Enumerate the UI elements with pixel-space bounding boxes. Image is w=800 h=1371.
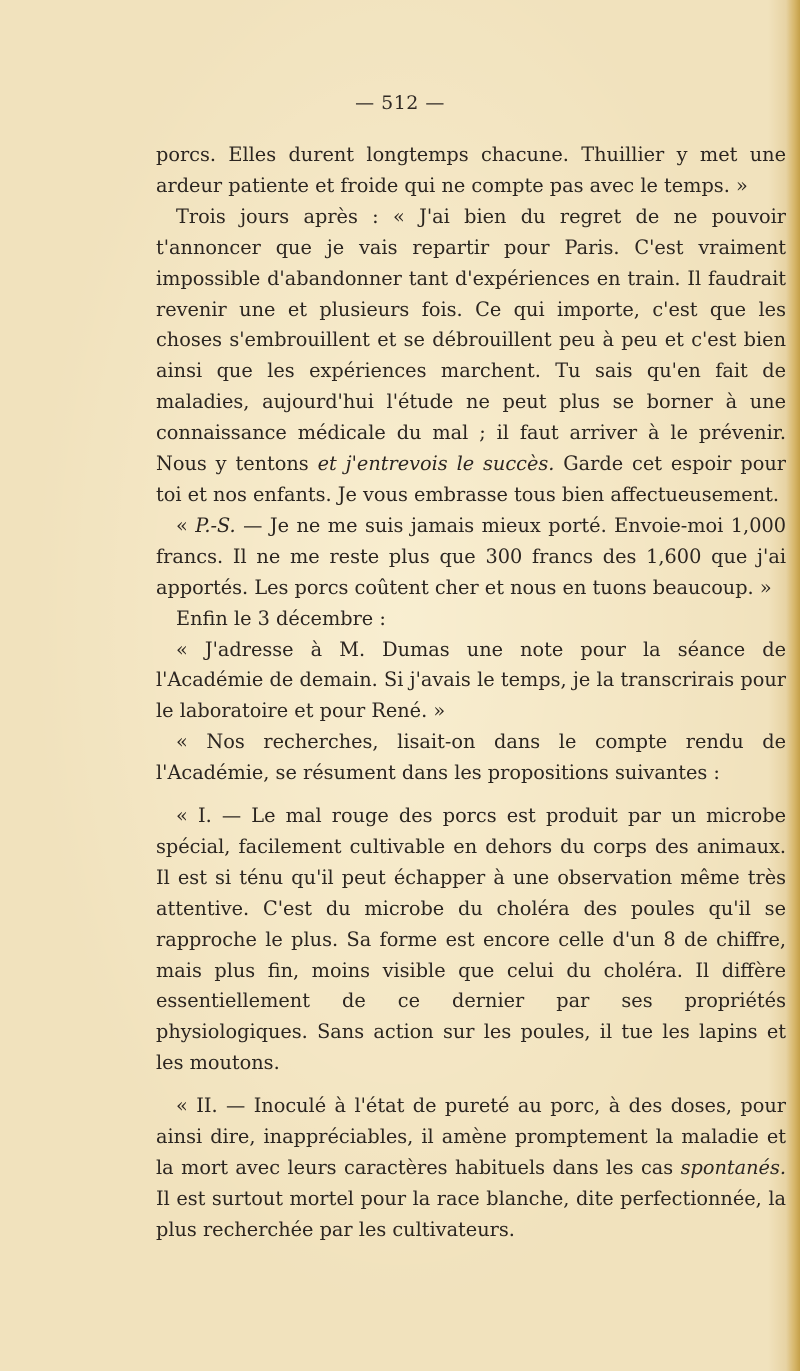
paragraph-3-italic: P.-S. bbox=[195, 513, 236, 537]
paragraph-8 bbox=[156, 1091, 786, 1246]
paragraph-8-text: « II. — Inoculé à l'état de pureté au porc, à des doses, pour ainsi dire, inappréciables, il amène promptement la maladie et la mort avec leurs caractères habituels dans les cas bbox=[156, 1094, 786, 1179]
page-number: — 512 — bbox=[355, 92, 445, 114]
page-edge-shading bbox=[786, 0, 800, 1371]
paragraph-3-open: « bbox=[176, 513, 196, 537]
paragraph-3 bbox=[156, 511, 786, 604]
paragraph-2 bbox=[156, 202, 786, 511]
paragraph-2-italic: et j'entrevois le succès. bbox=[317, 452, 555, 476]
paragraph-2-text-end: Garde cet espoir pour toi et nos enfants. Je vous embrasse tous bien affectueusement. bbox=[156, 452, 786, 506]
paragraph-8-italic: spontanés. bbox=[680, 1156, 786, 1179]
paragraph-4: Enfin le 3 décembre : bbox=[176, 606, 386, 630]
paragraph-1: porcs. Elles durent longtemps chacune. Thuillier y met une ardeur patiente et froide qui ne compte pas avec le temps. » bbox=[156, 143, 786, 197]
paragraph-6: « Nos recherches, lisait-on dans le compte rendu de l'Académie, se résument dans les propositions suivantes : bbox=[156, 730, 786, 785]
paragraph-3-text: — Je ne me suis jamais mieux porté. Envoie-moi 1,000 francs. Il ne me reste plus que 300 francs des 1,600 que j'ai apportés. Les porcs coûtent cher et nous en tuons beaucoup. » bbox=[156, 513, 786, 599]
paragraph-2-text: Trois jours après : « J'ai bien du regret de ne pouvoir t'annoncer que je vais repartir pour Paris. C'est vraiment impossible d'abandonner tant d'expériences en train. Il faudrait revenir une et plusieurs fois. Ce qui importe, c'est que les choses s'embrouillent et se débrouillent peu à peu et c'est bien ainsi que les expériences marchent. Tu sais qu'en fait de maladies, aujourd'hui l'étude ne peut plus se borner à une connaissance médicale du mal ; il faut arriver à le prévenir. Nous y tentons bbox=[156, 204, 786, 476]
body-text bbox=[156, 140, 786, 1246]
paragraph-5: « J'adresse à M. Dumas une note pour la séance de l'Académie de demain. Si j'avais le temps, je la transcrirais pour le laboratoire et pour René. » bbox=[156, 637, 786, 723]
paragraph-8-text-end: Il est surtout mortel pour la race blanche, dite perfectionnée, la plus recherchée par les cultivateurs. bbox=[156, 1186, 786, 1241]
paragraph-7: « I. — Le mal rouge des porcs est produit par un microbe spécial, facilement cultivable en dehors du corps des animaux. Il est si ténu qu'il peut échapper à une observation même très attentive. C'est du microbe du choléra des poules qu'il se rapproche le plus. Sa forme est encore celle d'un 8 de chiffre, mais plus fin, moins visible que celui du choléra. Il diffère essentiellement de ce dernier par ses propriétés physiologiques. Sans action sur les poules, il tue les lapins et les moutons. bbox=[156, 804, 786, 1075]
